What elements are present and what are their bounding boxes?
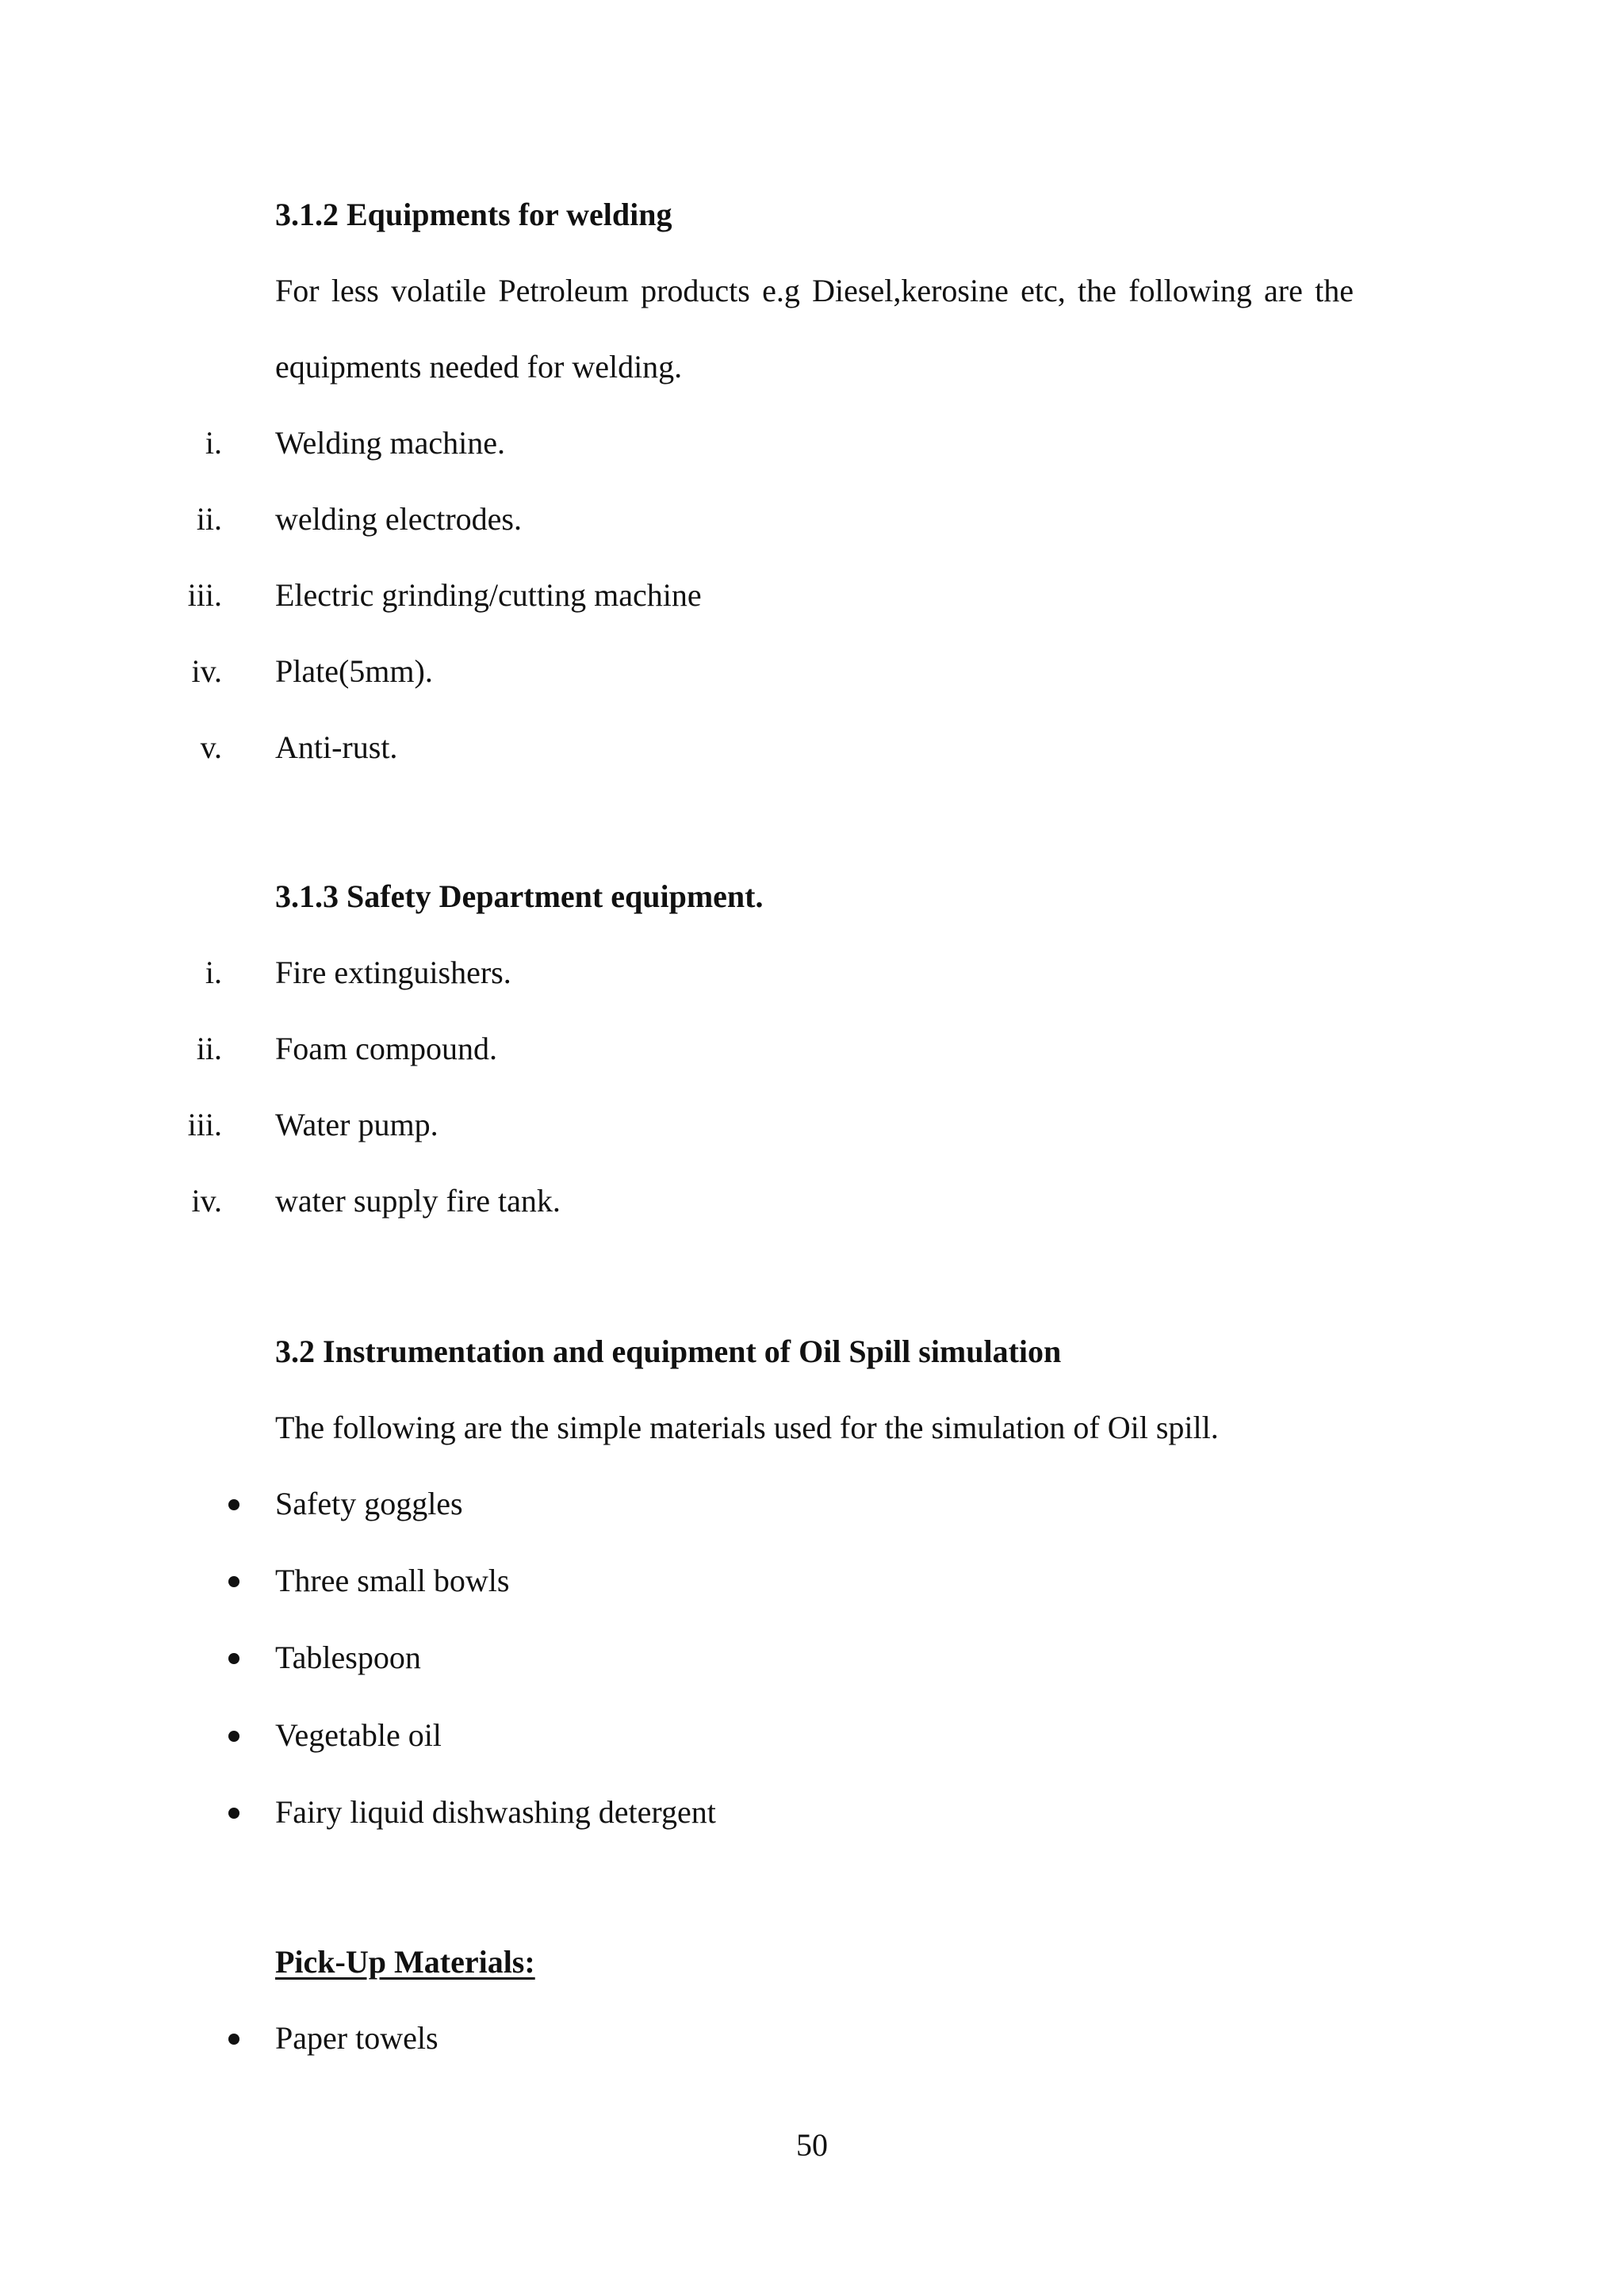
section-3-2-heading: 3.2 Instrumentation and equipment of Oil Spill simulation [275, 1334, 1062, 1369]
list-marker: i. [205, 425, 222, 461]
bullet-icon [228, 1499, 239, 1510]
list-item: Foam compound. [275, 1031, 497, 1066]
list-item: Electric grinding/cutting machine [275, 577, 702, 613]
page-number: 50 [796, 2127, 828, 2163]
bullet-item: Vegetable oil [275, 1717, 442, 1753]
bullet-icon [228, 1653, 239, 1664]
list-marker: iv. [191, 1183, 222, 1219]
list-marker: ii. [196, 501, 222, 537]
bullet-item: Paper towels [275, 2020, 439, 2056]
list-marker: ii. [196, 1031, 222, 1066]
list-marker: iii. [187, 1107, 222, 1142]
bullet-item: Three small bowls [275, 1563, 510, 1598]
bullet-icon [228, 2034, 239, 2045]
list-item: Plate(5mm). [275, 653, 433, 689]
bullet-icon [228, 1731, 239, 1742]
bullet-item: Fairy liquid dishwashing detergent [275, 1794, 716, 1830]
list-marker: v. [200, 729, 222, 765]
list-marker: iii. [187, 577, 222, 613]
section-3-1-2-heading: 3.1.2 Equipments for welding [275, 197, 672, 232]
section-3-2-intro: The following are the simple materials used for the simulation of Oil spill. [275, 1410, 1219, 1445]
section-3-1-3-heading: 3.1.3 Safety Department equipment. [275, 878, 764, 914]
list-item: Anti-rust. [275, 729, 398, 765]
bullet-icon [228, 1576, 239, 1587]
bullet-icon [228, 1808, 239, 1819]
pickup-materials-heading: Pick-Up Materials: [275, 1944, 535, 1980]
list-marker: iv. [191, 653, 222, 689]
bullet-item: Safety goggles [275, 1486, 463, 1521]
list-item: welding electrodes. [275, 501, 522, 537]
list-item: Welding machine. [275, 425, 506, 461]
bullet-item: Tablespoon [275, 1640, 421, 1675]
section-3-1-2-intro-line2: equipments needed for welding. [275, 349, 683, 385]
list-item: Water pump. [275, 1107, 439, 1142]
list-marker: i. [205, 955, 222, 990]
section-3-1-2-intro-line1: For less volatile Petroleum products e.g Diesel,kerosine etc, the following are the [275, 273, 1354, 308]
list-item: Fire extinguishers. [275, 955, 511, 990]
list-item: water supply fire tank. [275, 1183, 561, 1219]
